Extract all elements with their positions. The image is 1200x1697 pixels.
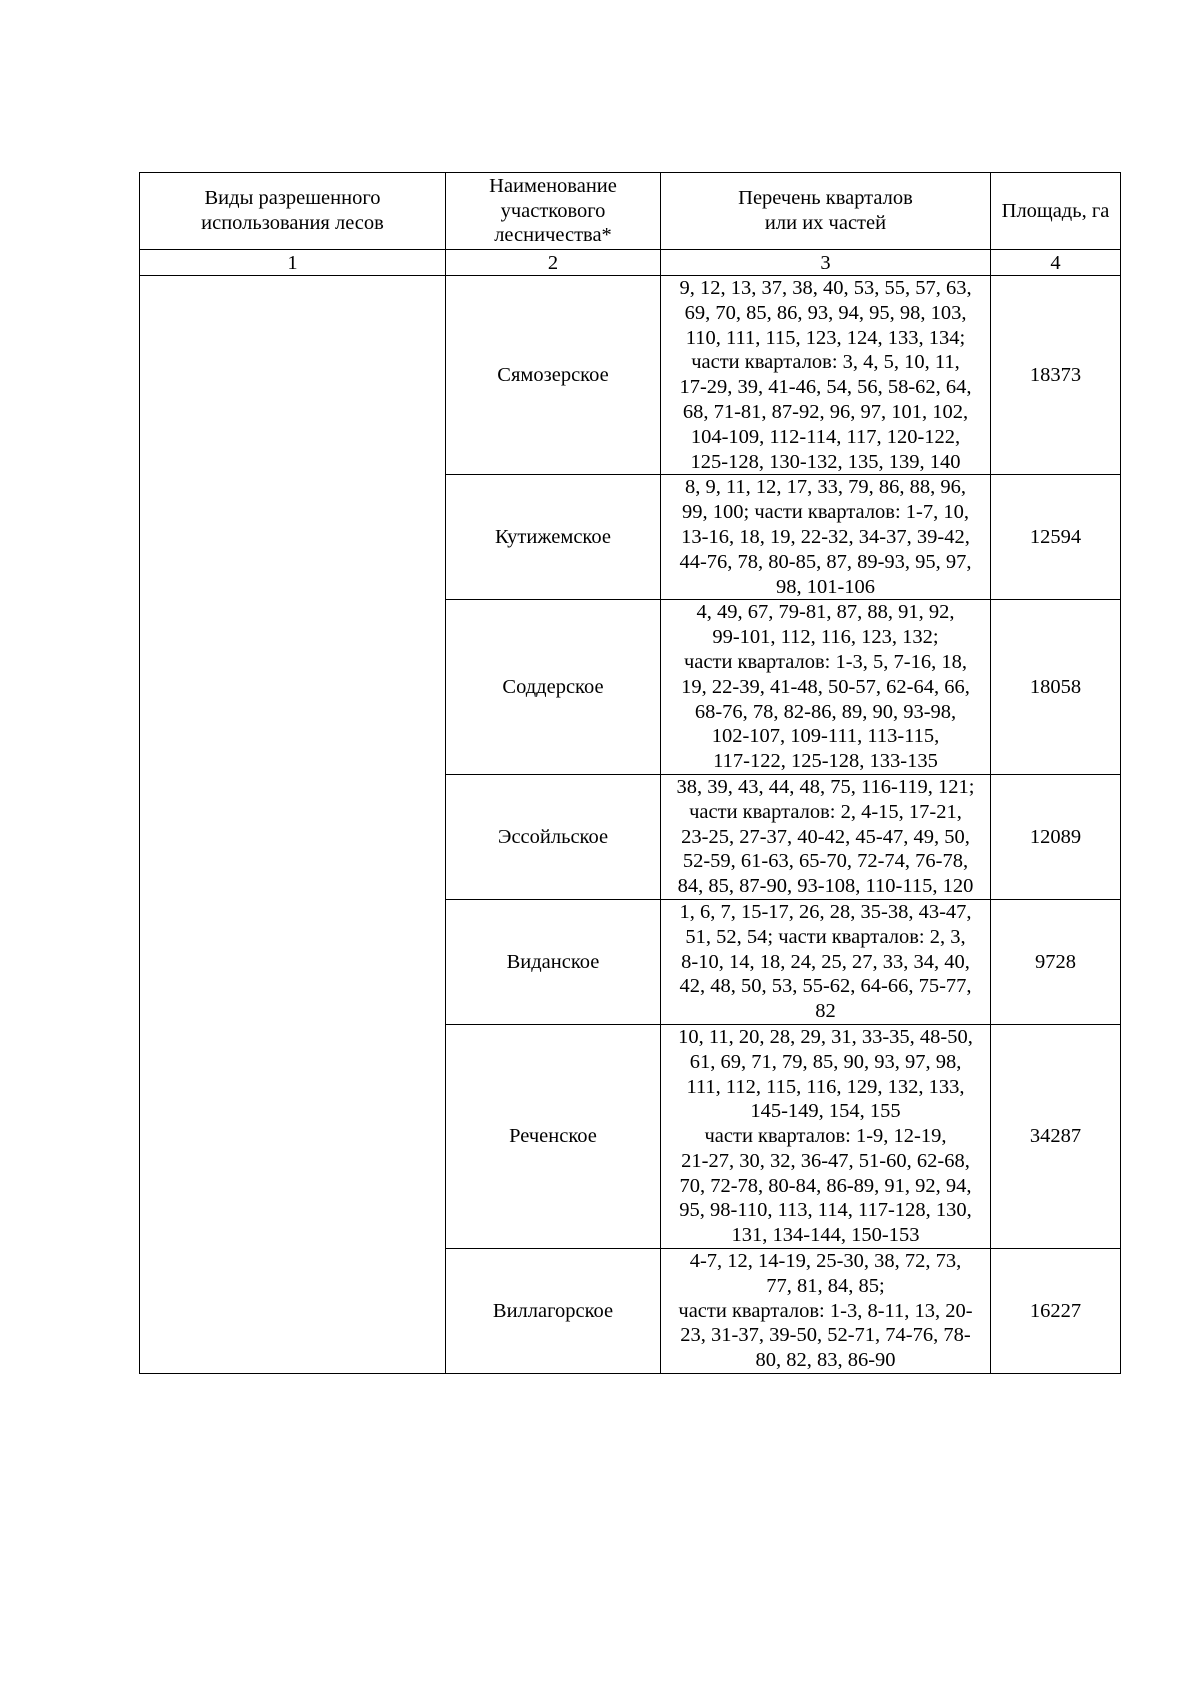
header-forestry-name: Наименование участкового лесничества* [446, 173, 661, 250]
column-number: 1 [140, 250, 446, 276]
forest-blocks-table [139, 172, 1121, 1374]
blocks-list-cell: 10, 11, 20, 28, 29, 31, 33-35, 48-50, 61, 69, 71, 79, 85, 90, 93, 97, 98, 111, 112, 115, 116, 129, 132, 133, 145-149, 154, 155 части кварталов: 1-9, 12-19, 21-27, 30, 32, 36-47, 51-60, 62-68, 70, 72-78, 80-84, 86-89, 91, 92, 94, 95, 98-110, 113, 114, 117-128, 130, 131, 134-144, 150-153 [661, 1024, 991, 1248]
blocks-list-cell: 38, 39, 43, 44, 48, 75, 116-119, 121; части кварталов: 2, 4-15, 17-21, 23-25, 27-37, 40-42, 45-47, 49, 50, 52-59, 61-63, 65-70, 72-74, 76-78, 84, 85, 87-90, 93-108, 110-115, 120 [661, 774, 991, 899]
forestry-name-cell: Соддерское [446, 600, 661, 775]
forestry-name-cell: Виданское [446, 899, 661, 1024]
area-cell: 12594 [991, 475, 1121, 600]
area-cell: 18058 [991, 600, 1121, 775]
forestry-name-cell: Виллагорское [446, 1249, 661, 1374]
forestry-name-cell: Эссойльское [446, 774, 661, 899]
header-area: Площадь, га [991, 173, 1121, 250]
column-number: 4 [991, 250, 1121, 276]
table-body [140, 276, 1121, 1374]
forestry-name-cell: Реченское [446, 1024, 661, 1248]
area-cell: 16227 [991, 1249, 1121, 1374]
table-row [140, 276, 1121, 475]
forestry-name-cell: Сямозерское [446, 276, 661, 475]
column-number: 2 [446, 250, 661, 276]
blocks-list-cell: 8, 9, 11, 12, 17, 33, 79, 86, 88, 96, 99, 100; части кварталов: 1-7, 10, 13-16, 18, 19, 22-32, 34-37, 39-42, 44-76, 78, 80-85, 87, 89-93, 95, 97, 98, 101-106 [661, 475, 991, 600]
blocks-list-cell: 9, 12, 13, 37, 38, 40, 53, 55, 57, 63, 69, 70, 85, 86, 93, 94, 95, 98, 103, 110, 111, 115, 123, 124, 133, 134; части кварталов: 3, 4, 5, 10, 11, 17-29, 39, 41-46, 54, 56, 58-62, 64, 68, 71-81, 87-92, 96, 97, 101, 102, 104-109, 112-114, 117, 120-122, 125-128, 130-132, 135, 139, 140 [661, 276, 991, 475]
blocks-list-cell: 1, 6, 7, 15-17, 26, 28, 35-38, 43-47, 51, 52, 54; части кварталов: 2, 3, 8-10, 14, 18, 24, 25, 27, 33, 34, 40, 42, 48, 50, 53, 55-62, 64-66, 75-77, 82 [661, 899, 991, 1024]
usage-type-cell [140, 276, 446, 1374]
header-row [140, 173, 1121, 250]
header-usage-types: Виды разрешенного использования лесов [140, 173, 446, 250]
area-cell: 34287 [991, 1024, 1121, 1248]
column-numbers-row [140, 250, 1121, 276]
area-cell: 12089 [991, 774, 1121, 899]
blocks-list-cell: 4-7, 12, 14-19, 25-30, 38, 72, 73, 77, 81, 84, 85; части кварталов: 1-3, 8-11, 13, 20- 23, 31-37, 39-50, 52-71, 74-76, 78- 80, 82, 83, 86-90 [661, 1249, 991, 1374]
column-number: 3 [661, 250, 991, 276]
blocks-list-cell: 4, 49, 67, 79-81, 87, 88, 91, 92, 99-101, 112, 116, 123, 132; части кварталов: 1-3, 5, 7-16, 18, 19, 22-39, 41-48, 50-57, 62-64, 66, 68-76, 78, 82-86, 89, 90, 93-98, 102-107, 109-111, 113-115, 117-122, 125-128, 133-135 [661, 600, 991, 775]
area-cell: 9728 [991, 899, 1121, 1024]
forestry-name-cell: Кутижемское [446, 475, 661, 600]
header-blocks-list: Перечень кварталов или их частей [661, 173, 991, 250]
area-cell: 18373 [991, 276, 1121, 475]
